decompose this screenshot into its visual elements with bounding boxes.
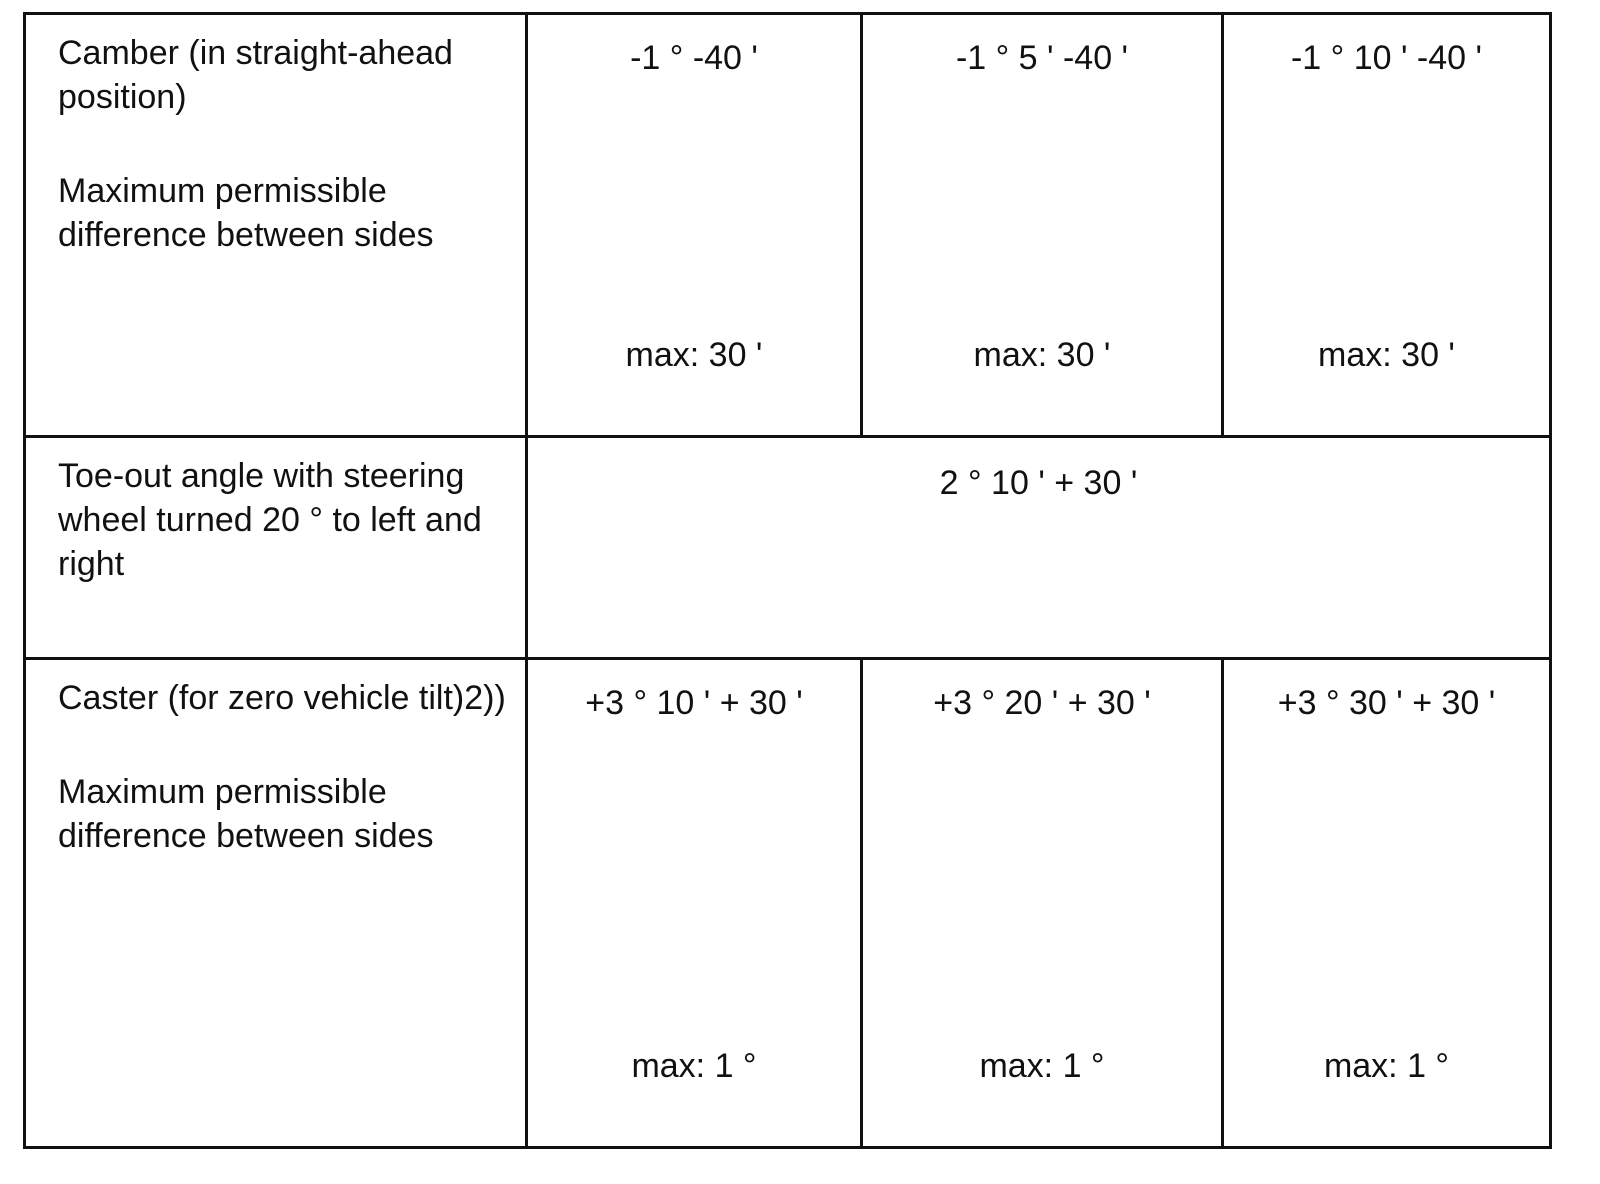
caster-max: max: 1 ° [631,1047,757,1085]
camber-value-cell-2 [862,14,1223,437]
camber-value: -1 ° -40 ' [630,39,758,77]
caster-value-cell-1 [527,659,862,1148]
camber-label-cell [25,14,527,437]
camber-max: max: 30 ' [1318,336,1455,374]
camber-max: max: 30 ' [973,336,1111,374]
toe-out-label-cell [25,437,527,659]
camber-value: -1 ° 10 ' -40 ' [1290,39,1482,77]
camber-sublabel: Maximum permissible difference between sides [58,172,434,254]
caster-sublabel: Maximum permissible difference between sides [58,773,434,855]
caster-max: max: 1 ° [979,1047,1105,1085]
camber-value-cell-1 [527,14,862,437]
caster-label: Caster (for zero vehicle tilt)2)) [58,679,506,717]
caster-value: +3 ° 20 ' + 30 ' [933,684,1151,722]
camber-value-cell-3 [1223,14,1551,437]
camber-max: max: 30 ' [625,336,763,374]
toe-out-label: Toe-out angle with steering wheel turned 20 ° to left and right [58,457,482,583]
toe-out-value-cell [527,437,1551,659]
caster-value-cell-3 [1223,659,1551,1148]
camber-value: -1 ° 5 ' -40 ' [955,39,1129,77]
caster-value-cell-2 [862,659,1223,1148]
alignment-spec-table [23,12,1552,1149]
caster-label-cell [25,659,527,1148]
camber-label: Camber (in straight-ahead position) [58,34,453,116]
toe-out-value: 2 ° 10 ' + 30 ' [939,464,1138,502]
caster-value: +3 ° 30 ' + 30 ' [1277,684,1496,722]
caster-value: +3 ° 10 ' + 30 ' [585,684,803,722]
caster-row [25,659,1551,1148]
caster-max: max: 1 ° [1323,1047,1450,1085]
camber-row [25,14,1551,437]
toe-out-row [25,437,1551,659]
